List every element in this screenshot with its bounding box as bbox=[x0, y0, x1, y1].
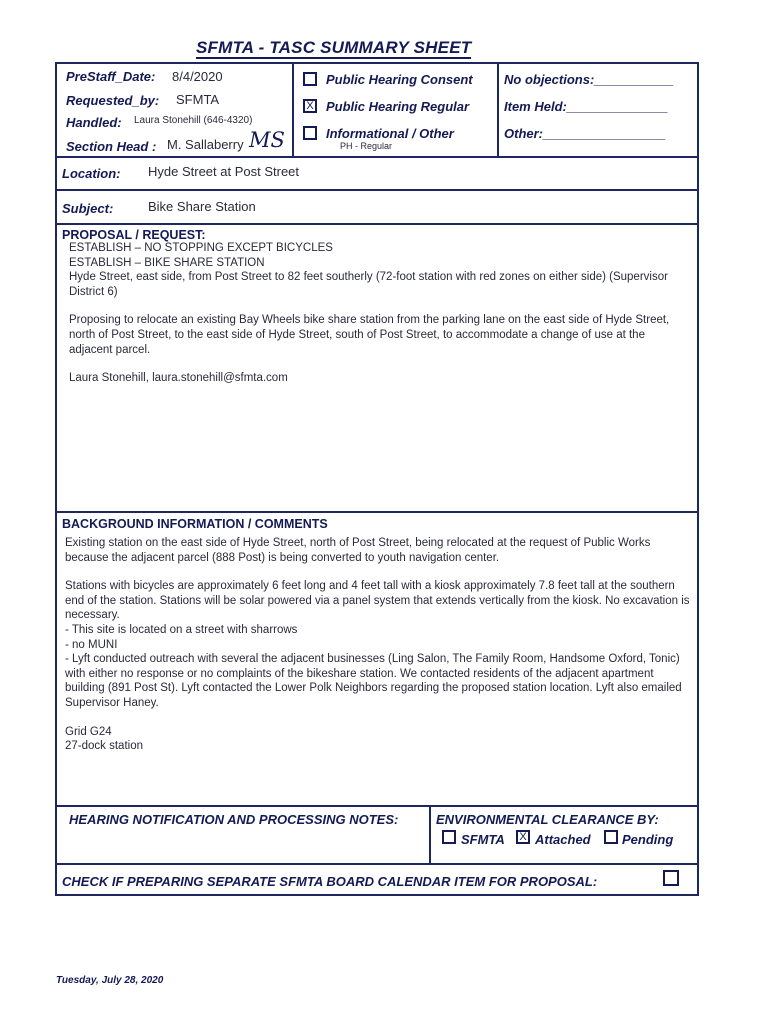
handled-value[interactable]: Laura Stonehill (646-4320) bbox=[134, 115, 253, 126]
header-divider-1 bbox=[292, 62, 294, 158]
informational-label: Informational / Other bbox=[326, 126, 454, 141]
informational-checkbox[interactable] bbox=[303, 126, 317, 140]
requested-by-value[interactable]: SFMTA bbox=[176, 92, 220, 107]
location-value[interactable]: Hyde Street at Post Street bbox=[148, 164, 300, 179]
section-head-value[interactable]: M. Sallaberry bbox=[167, 137, 244, 152]
env-attached-label: Attached bbox=[535, 832, 591, 847]
location-label: Location: bbox=[62, 166, 121, 181]
no-objections-field[interactable]: No objections:___________ bbox=[504, 72, 674, 87]
other-field[interactable]: Other:_________________ bbox=[504, 126, 666, 141]
consent-label: Public Hearing Consent bbox=[326, 72, 473, 87]
notes-divider bbox=[429, 805, 431, 865]
proposal-text[interactable] bbox=[69, 241, 691, 386]
background-bullet-3: - Lyft conducted outreach with several the adjacent businesses (Ling Salon, The Family Room, Handsome Oxford, Tonic) with either no response or no complaints of the bikeshare station. We contacted residents of the adjacent apartment building (891 Post St). Lyft contacted the Lower Polk Neighbors regarding the proposed station location. Lyft also emailed Supervisor Haney. bbox=[65, 653, 682, 709]
background-p1: Existing station on the east side of Hyde Street, north of Post Street, being relocated at the request of Public Works because the adjacent parcel (888 Post) is being converted to youth navigation center. bbox=[65, 537, 651, 564]
background-text[interactable] bbox=[65, 536, 691, 754]
proposal-heading: PROPOSAL / REQUEST: bbox=[62, 228, 206, 242]
env-pending-checkbox[interactable] bbox=[604, 830, 618, 844]
prestaff-date-value[interactable]: 8/4/2020 bbox=[172, 69, 223, 84]
board-calendar-label: CHECK IF PREPARING SEPARATE SFMTA BOARD CALENDAR ITEM FOR PROPOSAL: bbox=[62, 874, 598, 889]
proposal-contact: Laura Stonehill, laura.stonehill@sfmta.com bbox=[69, 372, 288, 385]
header-divider-2 bbox=[497, 62, 499, 158]
regular-label: Public Hearing Regular bbox=[326, 99, 470, 114]
item-held-field[interactable]: Item Held:______________ bbox=[504, 99, 669, 114]
env-pending-label: Pending bbox=[622, 832, 674, 847]
subject-value[interactable]: Bike Share Station bbox=[148, 199, 256, 214]
proposal-line-2: ESTABLISH – BIKE SHARE STATION bbox=[69, 256, 265, 269]
prestaff-date-label: PreStaff_Date: bbox=[66, 69, 156, 84]
env-attached-checkbox[interactable]: X bbox=[516, 830, 530, 844]
proposal-location-text: Hyde Street, east side, from Post Street to 82 feet southerly (72-foot station with red zones on either side) (Supervisor District 6) bbox=[69, 271, 668, 298]
footer-date: Tuesday, July 28, 2020 bbox=[56, 975, 164, 986]
section-head-label: Section Head : bbox=[66, 139, 157, 154]
background-bullet-1: - This site is located on a street with sharrows bbox=[65, 623, 298, 636]
background-grid: Grid G24 bbox=[65, 725, 112, 738]
informational-note: PH - Regular bbox=[340, 141, 393, 151]
background-dock: 27-dock station bbox=[65, 740, 143, 753]
regular-checkbox[interactable]: X bbox=[303, 99, 317, 113]
background-bullet-2: - no MUNI bbox=[65, 638, 118, 651]
proposal-description: Proposing to relocate an existing Bay Wheels bike share station from the parking lane on the east side of Hyde Street, north of Post Street, to the east side of Hyde Street, south of Post Street, to accommodate a change of use at the adjacent parcel. bbox=[69, 314, 670, 356]
subject-label: Subject: bbox=[62, 201, 114, 216]
env-sfmta-label: SFMTA bbox=[461, 832, 505, 847]
background-heading: BACKGROUND INFORMATION / COMMENTS bbox=[62, 517, 328, 531]
background-p2: Stations with bicycles are approximately 6 feet long and 4 feet tall with a kiosk approximately 7.8 feet tall at the southern end of the station. Stations will be solar powered via a panel system that extends vertically from the kiosk. No excavation is necessary. bbox=[65, 580, 690, 622]
consent-checkbox[interactable] bbox=[303, 72, 317, 86]
section-head-initials: MS bbox=[249, 128, 285, 152]
requested-by-label: Requested_by: bbox=[66, 93, 160, 108]
env-sfmta-checkbox[interactable] bbox=[442, 830, 456, 844]
handled-label: Handled: bbox=[66, 115, 122, 130]
board-calendar-checkbox[interactable] bbox=[663, 870, 679, 886]
page-title: SFMTA - TASC SUMMARY SHEET bbox=[196, 38, 472, 57]
environmental-label: ENVIRONMENTAL CLEARANCE BY: bbox=[436, 812, 659, 827]
proposal-line-1: ESTABLISH – NO STOPPING EXCEPT BICYCLES bbox=[69, 242, 333, 254]
hearing-notes-label: HEARING NOTIFICATION AND PROCESSING NOTES: bbox=[69, 812, 399, 827]
